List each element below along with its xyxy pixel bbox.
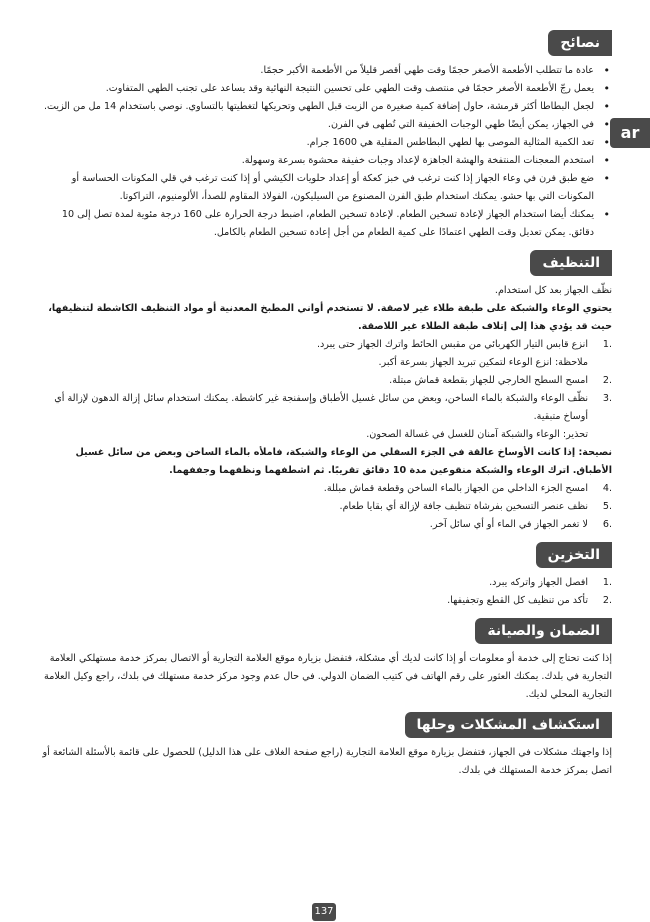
- troubleshooting-title: استكشاف المشكلات وحلها: [405, 712, 612, 738]
- step-note: تحذير: الوعاء والشبكة آمنان للغسل في غسالة الصحون.: [366, 429, 588, 440]
- tip-item: • لجعل البطاطا أكثر قرمشة، حاول إضافة كمية صغيرة من الزيت قبل الطهي وتحريكها لتغطيتها بالتساوي. نوصي باستخدام 14 مل من الزيت.: [40, 98, 612, 116]
- step-number: 2.: [602, 375, 612, 386]
- troubleshooting-heading: [40, 712, 612, 738]
- step-item: [40, 372, 612, 390]
- step-item: [40, 336, 612, 354]
- manual-page: [40, 30, 612, 788]
- step-text: نظف عنصر التسخين بفرشاة تنظيف جافة لإزالة أي بقايا طعام.: [339, 501, 588, 512]
- step-number: 6.: [602, 519, 612, 530]
- cleaning-heading: [40, 250, 612, 276]
- step-number: 1.: [602, 339, 612, 350]
- warranty-section: [40, 618, 612, 704]
- step-item: [40, 480, 612, 498]
- step-item: [40, 390, 612, 426]
- step-number: 3.: [602, 393, 612, 404]
- tip-item: • عادة ما تتطلب الأطعمة الأصغر حجمًا وقت طهي أقصر قليلاً من الأطعمة الأكبر حجمًا.: [40, 62, 612, 80]
- storage-heading: [40, 542, 612, 568]
- step-item: [40, 516, 612, 534]
- warranty-text: إذا كنت تحتاج إلى خدمة أو معلومات أو إذا كانت لديك أي مشكلة، فتفضل بزيارة موقع العلامة التجارية أو الاتصال بمركز خدمة مستهلكي العلامة التجارية في بلدك. يمكنك العثور على رقم الهاتف في كتيب الضمان الدولي. في حال عدم وجود مركز خدمة مستهلك في بلدك، راجع وكيل العلامة التجارية المحلي لديك.: [44, 653, 612, 700]
- language-tab: ar: [610, 118, 650, 148]
- warranty-title: الضمان والصيانة: [475, 618, 612, 644]
- cleaning-section: [40, 250, 612, 534]
- step-text: امسح الجزء الداخلي من الجهاز بالماء الساخن وقطعة قماش مبللة.: [323, 483, 588, 494]
- storage-section: [40, 542, 612, 610]
- step-text: نظّف الوعاء والشبكة بالماء الساخن، وبعض من سائل غسيل الأطباق وإسفنجة غير كاشطة. يمكنك استخدام سائل إزالة الدهون لإزالة أي أوساخ متبقية.: [54, 393, 588, 422]
- tip-item: • ضع طبق فرن في وعاء الجهاز إذا كنت ترغب في خبز كعكة أو إعداد حلويات الكيشي أو إذا كنت ترغب في قلي المكونات الحساسة أو المكونات التي بها حشو. يمكنك استخدام طبق الفرن المصنوع من السيليكون، الفولاذ المقاوم للصدأ، الألومنيوم، التراكوتا.: [40, 170, 612, 206]
- step-number: 5.: [602, 501, 612, 512]
- step-text: لا تغمر الجهاز في الماء أو أي سائل آخر.: [429, 519, 588, 530]
- step-item: [40, 592, 612, 610]
- step-text: انزع قابس التيار الكهربائي من مقبس الحائط واترك الجهاز حتى يبرد.: [316, 339, 588, 350]
- cleaning-tip: نصيحة: إذا كانت الأوساخ عالقة في الجزء السفلي من الوعاء والشبكة، فاملأه بالماء الساخن وبعض من سائل غسيل الأطباق. اترك الوعاء والشبكة منقوعين مدة 10 دقائق تقريبًا. ثم اشطفهما ونظفهما وجففهما.: [75, 447, 612, 476]
- cleaning-title: التنظيف: [530, 250, 612, 276]
- tip-item: • يمكنك أيضا استخدام الجهاز لإعادة تسخين الطعام. لإعادة تسخين الطعام، اضبط درجة الحرارة على 160 درجة مئوية لمدة تصل إلى 10 دقائق. يمكن تعديل وقت الطهي اعتمادًا على كمية الطعام من أجل إعادة تسخين الطعام بالكامل.: [40, 206, 612, 242]
- tips-list: [40, 62, 612, 242]
- page-number: 137: [312, 903, 336, 921]
- step-note: ملاحظة: انزع الوعاء لتمكين تبريد الجهاز بسرعة أكبر.: [378, 357, 588, 368]
- tip-item: • يعمل رجّ الأطعمة الأصغر حجمًا في منتصف وقت الطهي على تحسين النتيجة النهائية وقد يساعد على تجنب الطهي المتفاوت.: [40, 80, 612, 98]
- tip-item: • تعد الكمية المثالية الموصى بها لطهي البطاطس المقلية هي 1600 جرام.: [40, 134, 612, 152]
- storage-title: التخزين: [536, 542, 612, 568]
- troubleshooting-text: إذا واجهتك مشكلات في الجهاز، فتفضل بزيارة موقع العلامة التجارية (راجع صفحة الغلاف على هذا الدليل) للحصول على قائمة بالأسئلة الشائعة أو اتصل بمركز خدمة المستهلك في بلدك.: [42, 747, 612, 776]
- storage-steps: [40, 574, 612, 610]
- step-text: امسح السطح الخارجي للجهاز بقطعة قماش مبتلة.: [389, 375, 588, 386]
- tips-section: [40, 30, 612, 242]
- warranty-heading: [40, 618, 612, 644]
- step-item: [40, 498, 612, 516]
- tips-heading: [40, 30, 612, 56]
- cleaning-steps-2: [40, 480, 612, 534]
- tips-title: نصائح: [548, 30, 612, 56]
- cleaning-intro: نظّف الجهاز بعد كل استخدام.: [494, 285, 612, 296]
- tip-item: • في الجهاز، يمكن أيضًا طهي الوجبات الخفيفة التي تُطهى في الفرن.: [40, 116, 612, 134]
- step-item: [40, 574, 612, 592]
- step-text: تأكد من تنظيف كل القطع وتجفيفها.: [447, 595, 588, 606]
- troubleshooting-section: [40, 712, 612, 780]
- cleaning-steps: [40, 336, 612, 444]
- tip-item: • استخدم المعجنات المنتفخة والهشة الجاهزة لإعداد وجبات خفيفة محشوة بسرعة وسهولة.: [40, 152, 612, 170]
- step-number: 4.: [602, 483, 612, 494]
- cleaning-warning: يحتوي الوعاء والشبكة على طبقة طلاء غير لاصقة. لا تستخدم أواني المطبخ المعدنية أو مواد التنظيف الكاشطة لتنظيفها، حيث قد يؤدي هذا إلى إتلاف طبقة الطلاء غير اللاصقة.: [48, 303, 612, 332]
- step-number: 2.: [602, 595, 612, 606]
- step-text: افصل الجهاز واتركه يبرد.: [489, 577, 588, 588]
- step-number: 1.: [602, 577, 612, 588]
